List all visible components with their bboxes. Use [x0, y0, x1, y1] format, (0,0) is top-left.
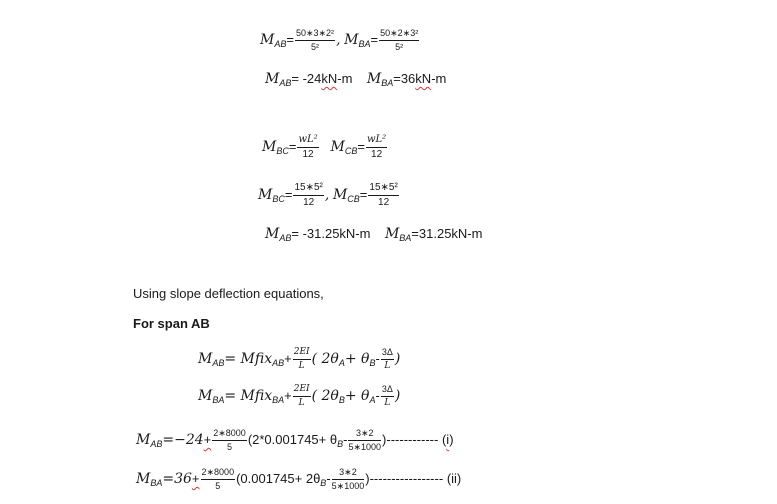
- fraction: $\frac{3\Delta}{L}$: [381, 384, 393, 408]
- fem-bc-cb-general: $M_{BC}=$ $\frac{\text{wL²}}{12}$ $M_{CB}=$ $\frac{\text{wL²}}{12}$: [262, 134, 387, 160]
- fraction: $\frac{2∗8000}{5}$: [213, 428, 246, 452]
- fraction: $\frac{3∗2}{5∗1000}$: [331, 467, 365, 491]
- fraction: $\frac{\text{15∗5²}}{12}$: [369, 182, 398, 208]
- slope-deflection-eq-ba: $M_{BA}=$ Mfix$_{BA}$+ $\frac{2EI}{L}$ ( $2\theta_B+ \theta_A-$ $\frac{3\Delta}{L}$ ): [198, 384, 401, 408]
- equation-label-ii: (ii): [446, 470, 462, 486]
- moment-symbol: M: [260, 31, 275, 48]
- moment-symbol: M: [344, 31, 359, 48]
- span-heading: For span AB: [133, 316, 210, 331]
- fem-bc-cb-result: $M_{AB}= -31.25kN-m$ $M_{BA}=31.25kN-m$: [265, 226, 483, 243]
- fraction: $\frac{2EI}{L}$: [293, 347, 310, 371]
- spellcheck-underline: kN: [415, 71, 432, 86]
- fraction: $\frac{2EI}{L}$: [293, 384, 310, 408]
- fraction: $\frac{3∗2}{5∗1000}$: [348, 428, 382, 452]
- slope-deflection-eq-ab: $M_{AB}=$ Mfix$_{AB}$+ $\frac{2EI}{L}$ ( $2\theta_A+ \theta_B-$ $\frac{3\Delta}{L}$ ): [198, 347, 401, 371]
- moment-ba-equation-ii: $M_{BA}=36+$ $\frac{2∗8000}{5}$ ($0.001745+ 2\theta_B-$ $\frac{3∗2}{5∗1000}$ )----------------- (ii): [136, 467, 462, 491]
- fraction: $\frac{\text{15∗5²}}{12}$: [294, 182, 323, 208]
- fem-bc-cb-substituted: $M_{BC}=$ $\frac{\text{15∗5²}}{12}$ , $M_{CB}=$ $\frac{\text{15∗5²}}{12}$: [258, 182, 398, 208]
- spellcheck-underline: kN: [321, 71, 338, 86]
- fraction: $\frac{\text{50∗3∗2²}}{\text{5²}}$: [295, 28, 335, 52]
- spellcheck-underline: +: [203, 431, 212, 447]
- fraction: $\frac{2∗8000}{5}$: [201, 467, 235, 491]
- fraction: $\frac{\text{50∗2∗3²}}{\text{5²}}$: [380, 28, 419, 52]
- fraction: $\frac{\text{wL²}}{12}$: [366, 134, 387, 160]
- equation-label-i: (i): [441, 431, 454, 447]
- fraction: $\frac{\text{wL²}}{12}$: [298, 134, 318, 160]
- spellcheck-underline: +: [191, 470, 200, 486]
- fraction: $\frac{3\Delta}{L}$: [381, 347, 393, 371]
- moment-ab-equation-i: $M_{AB}=-24+$ $\frac{2∗8000}{5}$ ($2*0.001745+ \theta_B-$ $\frac{3∗2}{5∗1000}$ )------------ (i): [136, 428, 454, 452]
- fem-ab-ba-result: $M_{AB}= -24kN-m$ $M_{BA}=36kN-m$: [265, 71, 447, 88]
- intro-paragraph: Using slope deflection equations,: [133, 286, 324, 301]
- fem-ab-ba-formula: $M_{AB}=$ $\frac{\text{50∗3∗2²}}{\text{5²}}$ , $M_{BA}=$ $\frac{\text{50∗2∗3²}}{\text{5²}}$: [260, 28, 419, 52]
